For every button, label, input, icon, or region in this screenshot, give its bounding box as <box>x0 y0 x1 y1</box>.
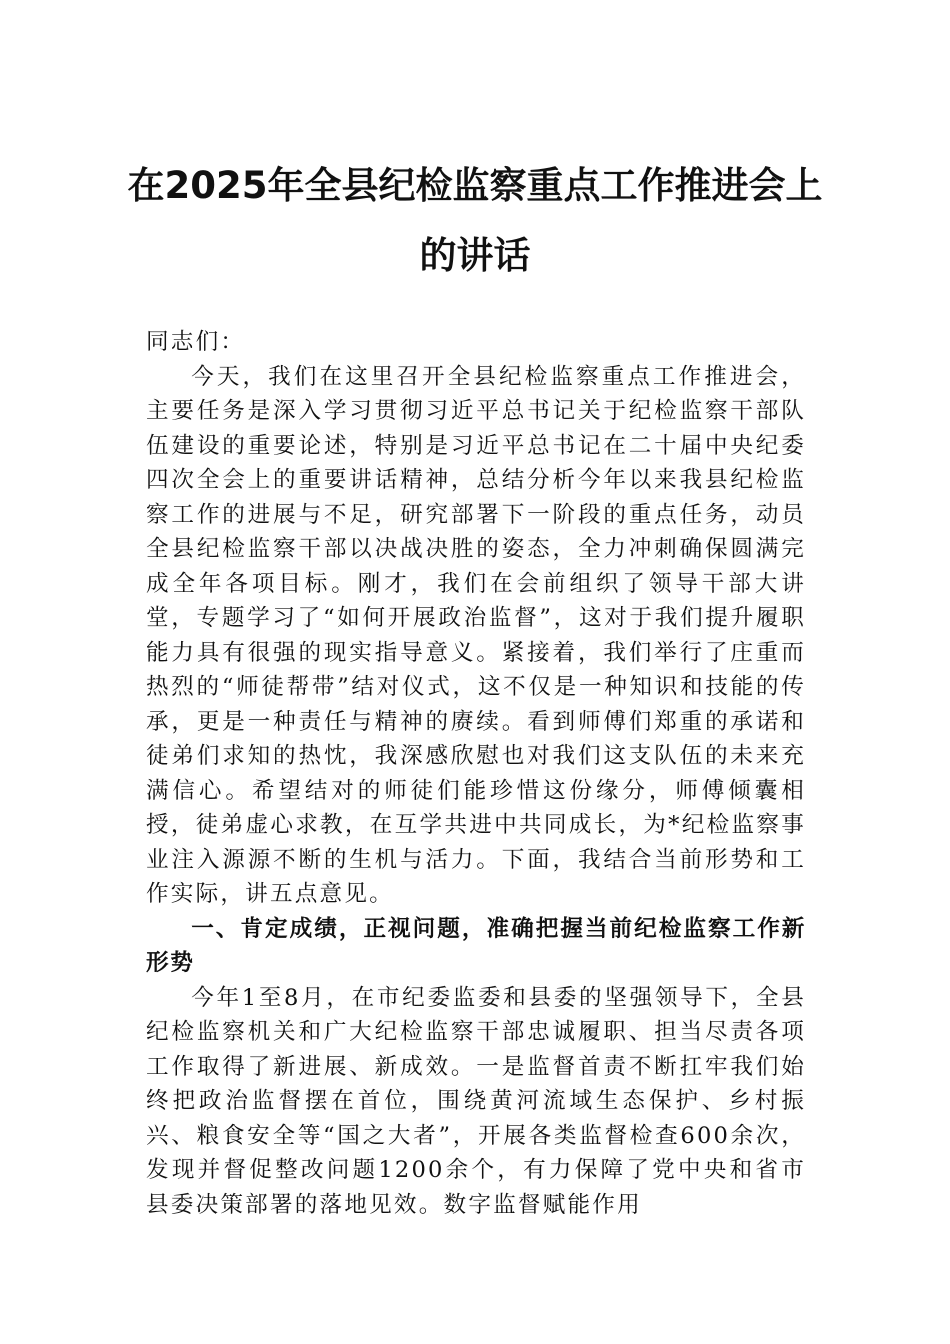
salutation: 同志们： <box>146 329 246 355</box>
paragraph-intro: 今天，我们在这里召开全县纪检监察重点工作推进会，主要任务是深入学习贯彻习近平总书记关于纪检监察干部队伍建设的重要论述，特别是习近平总书记在二十届中央纪委四次全会上的重要讲话精神，总结分析今年以来我县纪检监察工作的进展与不足，研究部署下一阶段的重点任务，动员全县纪检监察干部以决战决胜的姿态，全力冲刺确保圆满完成全年各项目标。刚才，我们在会前组织了领导干部大讲堂，专题学习了“如何开展政治监督”，这对于我们提升履职能力具有很强的现实指导意义。紧接着，我们举行了庄重而热烈的“师徒帮带”结对仪式，这不仅是一种知识和技能的传承，更是一种责任与精神的赓续。看到师傅们郑重的承诺和徒弟们求知的热忱，我深感欣慰也对我们这支队伍的未来充满信心。希望结对的师徒们能珍惜这份缘分，师傅倾囊相授，徒弟虚心求教，在互学共进中共同成长，为*纪检监察事业注入源源不断的生机与活力。下面，我结合当前形势和工作实际，讲五点意见。 <box>146 363 806 907</box>
document-title-line-2: 的讲话 <box>419 234 531 277</box>
paragraph-achievements: 今年1至8月，在市纪委监委和县委的坚强领导下，全县纪检监察机关和广大纪检监察干部忠诚履职、担当尽责各项工作取得了新进展、新成效。一是监督首责不断扛牢我们始终把政治监督摆在首位，围绕黄河流域生态保护、乡村振兴、粮食安全等“国之大者”，开展各类监督检查600余次，发现并督促整改问题1200余个，有力保障了党中央和省市县委决策部署的落地见效。数字监督赋能作用 <box>146 984 806 1218</box>
section-heading-1: 一、肯定成绩，正视问题，准确把握当前纪检监察工作新形势 <box>146 915 806 976</box>
document-body <box>146 325 806 1222</box>
document-title-line-1: 在2025年全县纪检监察重点工作推进会上 <box>127 164 823 207</box>
